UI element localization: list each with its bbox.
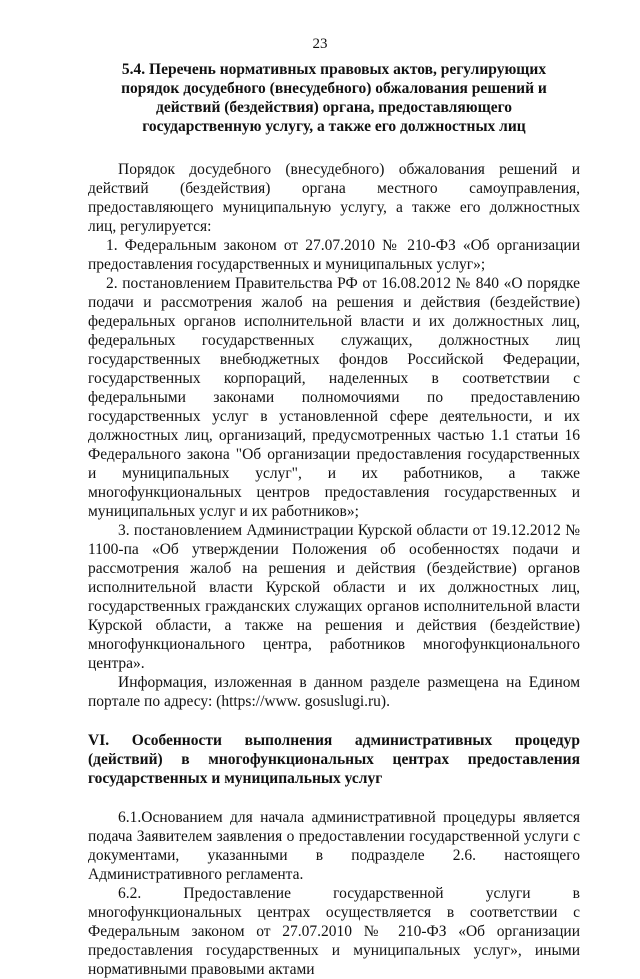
page-number: 23	[312, 36, 328, 52]
section-5-4-intro: Порядок досудебного (внесудебного) обжалования решений и действий (бездействия) органа местного самоуправления, предоставляющего муниципальную услугу, а также его должностных лиц, регулируется:	[88, 161, 580, 235]
section-5-4-heading: 5.4. Перечень нормативных правовых актов, регулирующих порядок досудебного (внесудебного) обжалования решений и действий (бездействия) органа, предоставляющего государственную услугу, а также его должностных лиц	[121, 61, 547, 135]
spacer	[88, 711, 580, 731]
paragraph-6-2: 6.2. Предоставление государственной услуги в многофункциональных центрах осуществляется в соответствии с Федеральным законом от 27.07.2010 № 210-ФЗ «Об организации предоставления государственных и муниципальных услуг», иными нормативными правовыми актами	[88, 885, 580, 978]
list-item-2: 2. постановлением Правительства РФ от 16.08.2012 № 840 «О порядке подачи и рассмотрения жалоб на решения и действия (бездействие) федеральных органов исполнительной власти и их должностных лиц, федеральных государственных служащих, должностных лиц государственных внебюджетных фондов Российской Федерации, государственных корпораций, наделенных в соответствии с федеральными законами полномочиями по предоставлению государственных услуг в установленной сфере деятельности, и их должностных лиц, организаций, предусмотренных частью 1.1 статьи 16 Федерального закона "Об организации предоставления государственных и муниципальных услуг", и их работников, а также многофункциональных центров предоставления государственных и муниципальных услуг и их работников»;	[88, 275, 580, 520]
paragraph-6-1: 6.1.Основанием для начала административной процедуры является подача Заявителем заявления о предоставлении государственной услуги с документами, указанными в подразделе 2.6. настоящего Административного регламента.	[88, 809, 580, 883]
spacer	[88, 136, 580, 160]
list-item-3: 3. постановлением Администрации Курской области от 19.12.2012 № 1100-па «Об утверждении Положения об особенностях подачи и рассмотрения жалоб на решения и действия (бездействие) органов исполнительной власти Курской области и их должностных лиц, государственных гражданских служащих органов исполнительной власти Курской области, а также на решения и действия (бездействие) многофункционального центра, работников многофункционального центра».	[88, 522, 580, 672]
spacer	[88, 788, 580, 808]
document-body	[88, 60, 580, 979]
section-vi-heading: VI. Особенности выполнения административных процедур (действий) в многофункциональных центрах предоставления государственных и муниципальных услуг	[88, 732, 580, 787]
info-paragraph: Информация, изложенная в данном разделе размещена на Едином портале по адресу: (https://www. gosuslugi.ru).	[88, 674, 580, 710]
list-item-1: 1. Федеральным законом от 27.07.2010 № 210-ФЗ «Об организации предоставления государственных и муниципальных услуг»;	[88, 237, 580, 273]
